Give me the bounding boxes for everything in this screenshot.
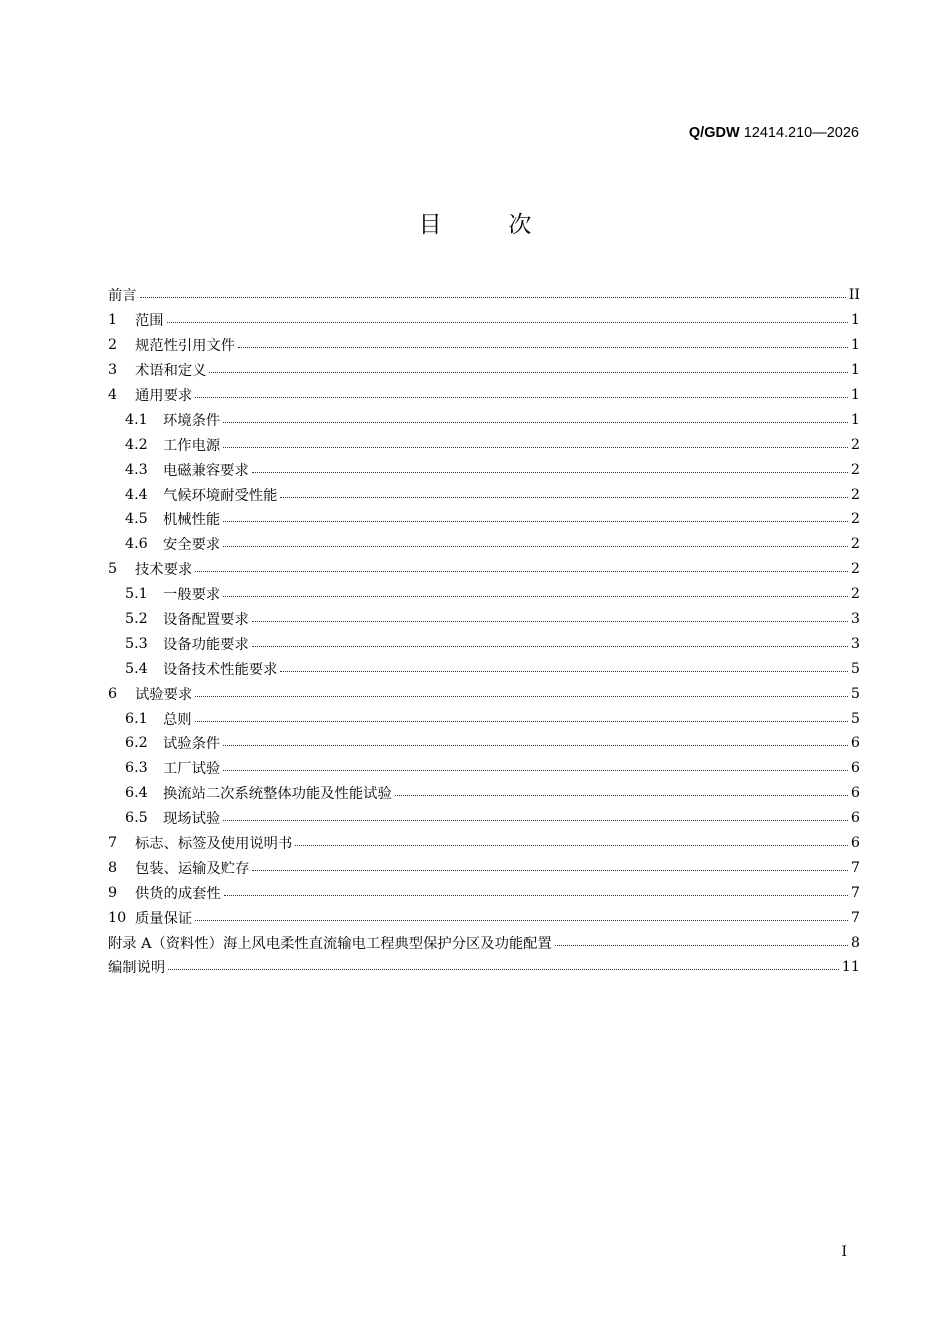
dot-leader [395,794,848,796]
toc-entry[interactable] [108,557,860,582]
toc-entry-title: 编制说明 [108,960,166,977]
toc-entry[interactable] [108,855,860,880]
toc-entry-title: 环境条件 [163,412,221,429]
toc-entry-number: 4.2 [125,436,148,453]
toc-entry-page: 1 [850,337,860,354]
toc-entry-number: 5.1 [125,586,148,603]
toc-entry-number: 4.5 [125,511,148,528]
toc-entry-title: 工厂试验 [163,761,221,778]
toc-entry-page: 8 [850,934,860,951]
toc-entry-title: 现场试验 [163,811,221,828]
dot-leader [252,869,848,871]
toc-entry[interactable] [108,308,860,333]
toc-entry[interactable] [108,507,860,532]
toc-entry-page: 1 [850,411,860,428]
toc-entry-number: 3 [108,362,118,379]
dot-leader [252,471,848,473]
toc-entry-number: 5.4 [125,660,148,677]
toc-entry-page: 1 [850,387,860,403]
toc-entry[interactable] [108,831,860,856]
toc-entry-title: 规范性引用文件 [135,338,236,355]
toc-entry-number: 4.6 [125,536,148,553]
dot-leader [195,919,848,921]
toc-entry[interactable] [108,631,860,656]
toc-entry[interactable] [108,407,860,432]
toc-entry[interactable] [108,656,860,681]
toc-entry-page: 1 [850,312,860,329]
toc-entry[interactable] [108,532,860,557]
toc-entry-title: 供货的成套性 [135,885,221,902]
toc-entry-title: 附录 A（资料性）海上风电柔性直流输电工程典型保护分区及功能配置 [108,935,552,952]
standard-code [689,125,859,141]
toc-entry-page: 11 [841,959,860,976]
toc-entry-title: 设备技术性能要求 [163,661,278,678]
toc-entry-title: 通用要求 [135,388,193,404]
dot-leader [209,371,847,373]
toc-entry-page: 7 [850,884,860,901]
toc-entry-page: 1 [850,362,860,379]
dot-leader [252,645,848,647]
toc-entry-number: 1 [108,312,118,329]
toc-entry-number: 4.1 [125,411,148,428]
toc-entry-page: 2 [850,586,860,603]
toc-entry[interactable] [108,457,860,482]
toc-entry-number: 4 [108,387,118,403]
dot-leader [223,545,848,547]
dot-leader [280,670,848,672]
toc-entry-title: 术语和定义 [135,363,207,380]
toc-entry-title: 一般要求 [163,587,221,604]
dot-leader [195,396,848,398]
toc-entry[interactable] [108,582,860,607]
toc-entry-title: 机械性能 [163,512,221,529]
toc-entry-title: 试验要求 [135,686,193,703]
toc-entry-page: 5 [850,685,860,702]
toc-entry-title: 标志、标签及使用说明书 [135,836,293,853]
toc-entry-title: 技术要求 [135,562,193,579]
toc-entry-number: 6 [108,685,118,702]
toc-entry-title: 包装、运输及贮存 [135,860,250,877]
toc-entry-title: 换流站二次系统整体功能及性能试验 [163,786,392,803]
dot-leader [280,496,848,498]
dot-leader [224,894,848,896]
toc-entry-title: 安全要求 [163,537,221,554]
toc-entry-number: 5.3 [125,635,148,652]
toc-entry-title: 总则 [163,711,192,728]
dot-leader [195,695,848,697]
page-number: I [841,1244,847,1260]
toc-entry-page: 6 [850,760,860,777]
toc-entry-number: 9 [108,884,118,901]
toc-entry-number: 6.3 [125,760,148,777]
toc-entry-number: 7 [108,835,118,852]
toc-entry-page: 6 [850,785,860,802]
standard-number: 12414.210—2026 [743,125,859,141]
toc-entry[interactable] [108,383,860,408]
dot-leader [223,819,848,821]
toc-entry[interactable] [108,781,860,806]
toc-entry-title: 试验条件 [163,736,221,753]
toc-entry-page: 2 [850,536,860,553]
toc-entry[interactable] [108,930,860,955]
dot-leader [140,296,846,298]
toc-entry-number: 5.2 [125,611,148,628]
dot-leader [223,520,848,522]
table-of-contents [108,283,860,980]
toc-entry[interactable] [108,482,860,507]
standard-prefix: Q/GDW [688,125,740,141]
dot-leader [238,346,848,348]
dot-leader [223,769,848,771]
dot-leader [168,968,839,970]
toc-entry[interactable] [108,283,860,308]
toc-entry[interactable] [108,432,860,457]
toc-entry[interactable] [108,358,860,383]
toc-entry[interactable] [108,905,860,930]
dot-leader [295,844,848,846]
toc-entry-number: 6.4 [125,785,148,802]
toc-entry-number: 4.3 [125,461,148,478]
toc-entry-title: 设备配置要求 [163,612,249,629]
toc-entry-number: 4.4 [125,486,148,503]
toc-entry-page: 7 [850,909,860,926]
dot-leader [252,620,848,622]
toc-entry[interactable] [108,731,860,756]
toc-entry-title: 前言 [108,288,137,305]
dot-leader [223,421,848,423]
toc-entry-page: 6 [850,735,860,752]
dot-leader [195,570,848,572]
toc-entry-number: 8 [108,859,118,876]
toc-entry-page: 5 [850,710,860,727]
toc-entry[interactable] [108,333,860,358]
page-title: 目次 [418,212,599,238]
toc-entry-number: 2 [108,337,118,354]
toc-entry[interactable] [108,607,860,632]
toc-entry-page: 2 [850,436,860,453]
dot-leader [223,595,848,597]
toc-entry[interactable] [108,806,860,831]
toc-entry-page: 6 [850,810,860,827]
dot-leader [167,321,848,323]
toc-entry-title: 气候环境耐受性能 [163,487,278,504]
toc-entry-page: 2 [850,461,860,478]
toc-entry-page: 7 [850,859,860,876]
dot-leader [223,446,848,448]
toc-entry[interactable] [108,756,860,781]
toc-entry-page: 3 [850,635,860,652]
toc-entry-number: 6.1 [125,710,148,727]
dot-leader [555,944,848,946]
dot-leader [195,720,848,722]
toc-entry-page: 6 [850,835,860,852]
toc-entry-page: 5 [850,660,860,677]
toc-entry-number: 6.2 [125,735,148,752]
toc-entry-number: 6.5 [125,810,148,827]
toc-entry-number: 10 [108,909,127,926]
toc-entry[interactable] [108,955,860,980]
toc-entry-title: 质量保证 [135,910,193,927]
toc-entry-page: 3 [850,611,860,628]
dot-leader [223,744,848,746]
toc-entry-title: 范围 [135,313,164,330]
toc-entry-title: 工作电源 [163,437,221,454]
toc-entry[interactable] [108,880,860,905]
toc-entry-page: 2 [850,486,860,503]
toc-entry-page: II [848,287,860,304]
toc-entry[interactable] [108,681,860,706]
toc-entry-title: 设备功能要求 [163,636,249,653]
toc-entry-page: 2 [850,561,860,578]
toc-entry[interactable] [108,706,860,731]
toc-entry-page: 2 [850,511,860,528]
toc-entry-number: 5 [108,561,118,578]
toc-entry-title: 电磁兼容要求 [163,462,249,479]
